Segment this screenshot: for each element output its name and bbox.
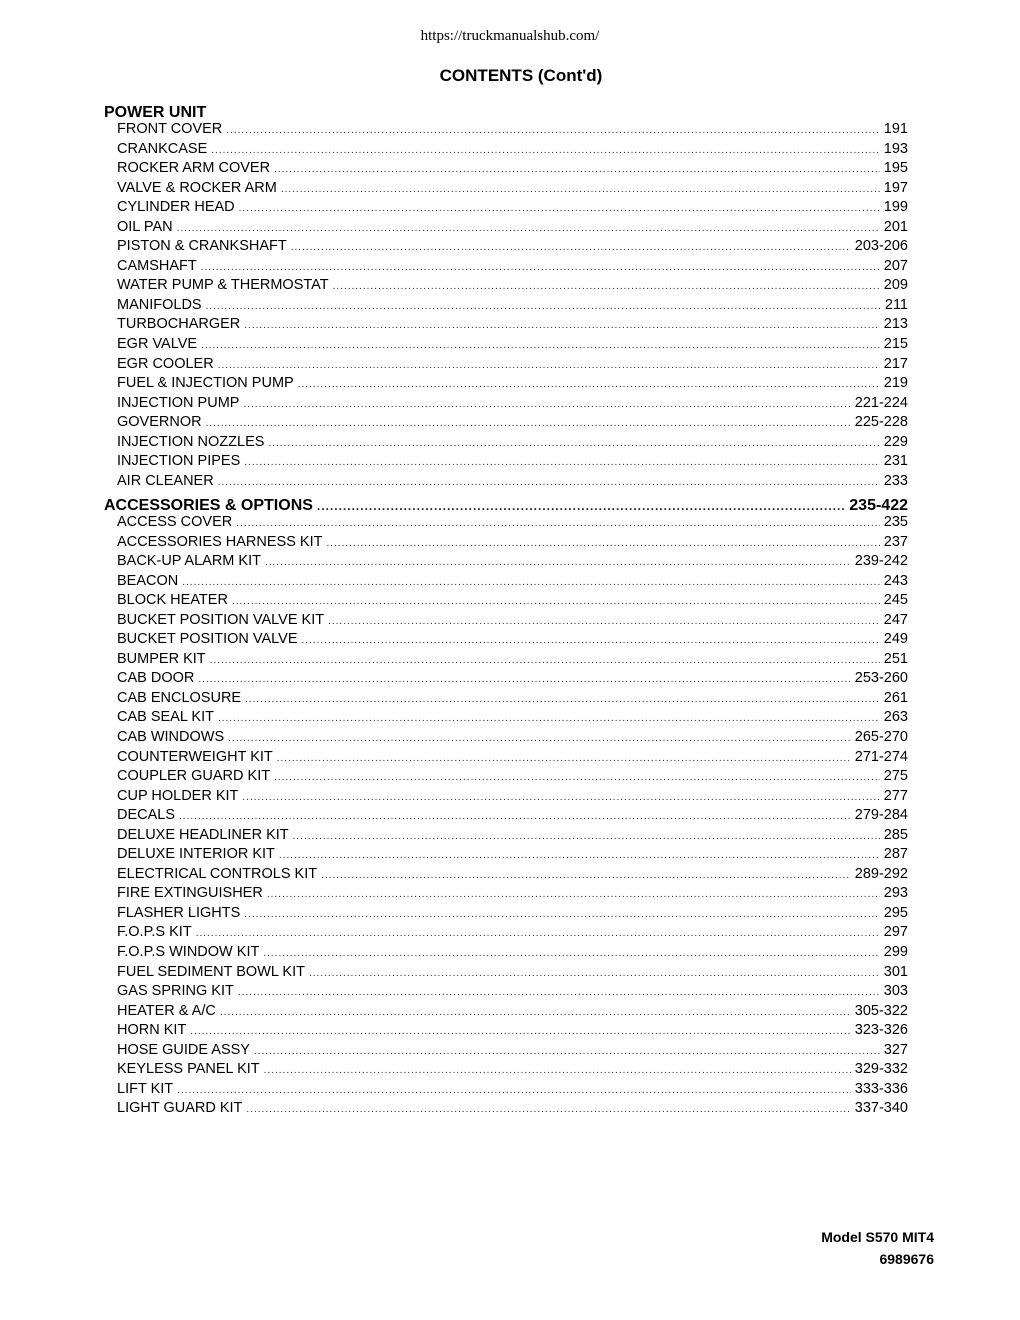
toc-entry[interactable] xyxy=(117,1081,908,1101)
leader-dots xyxy=(277,753,851,764)
toc-entry[interactable] xyxy=(117,258,908,278)
toc-entry[interactable] xyxy=(117,553,908,573)
toc-entry-label: CAMSHAFT xyxy=(117,257,197,274)
leader-dots xyxy=(254,1046,880,1057)
toc-entry-label: KEYLESS PANEL KIT xyxy=(117,1061,260,1078)
leader-dots xyxy=(218,360,880,371)
toc-entry-page: 285 xyxy=(883,826,908,843)
toc-entry-label: HEATER & A/C xyxy=(117,1002,216,1019)
toc-entry-page: 303 xyxy=(883,983,908,1000)
toc-entry-label: EGR COOLER xyxy=(117,355,214,372)
toc-entry-label: DELUXE INTERIOR KIT xyxy=(117,846,275,863)
section-heading-power-unit: POWER UNIT xyxy=(104,104,207,121)
toc-entry-page: 277 xyxy=(883,787,908,804)
leader-dots xyxy=(198,674,850,685)
toc-entry-label: HORN KIT xyxy=(117,1022,187,1039)
toc-entry[interactable] xyxy=(117,141,908,161)
toc-entry-page: 305-322 xyxy=(854,1002,908,1019)
toc-entry-label: BLOCK HEATER xyxy=(117,592,228,609)
toc-entry-page: 329-332 xyxy=(854,1061,908,1078)
toc-entry-label: DELUXE HEADLINER KIT xyxy=(117,826,289,843)
toc-entry-label: BUCKET POSITION VALVE KIT xyxy=(117,611,325,628)
toc-entry[interactable] xyxy=(117,592,908,612)
toc-entry[interactable] xyxy=(117,924,908,944)
toc-entry-page: 193 xyxy=(883,140,908,157)
toc-entry-page: 247 xyxy=(883,611,908,628)
toc-entry-page: 199 xyxy=(883,199,908,216)
accessories-heading-label: ACCESSORIES & OPTIONS xyxy=(104,497,313,514)
toc-entry-page: 197 xyxy=(883,179,908,196)
toc-entry[interactable] xyxy=(117,1022,908,1042)
leader-dots xyxy=(177,1085,851,1096)
toc-entry[interactable] xyxy=(117,729,908,749)
toc-entry-label: INJECTION NOZZLES xyxy=(117,433,265,450)
toc-entry-page: 295 xyxy=(883,904,908,921)
toc-entry-page: 207 xyxy=(883,257,908,274)
leader-dots xyxy=(264,1065,851,1076)
leader-dots xyxy=(246,1104,850,1115)
toc-entry[interactable] xyxy=(117,749,908,769)
toc-entry-label: CUP HOLDER KIT xyxy=(117,787,239,804)
toc-entry[interactable] xyxy=(117,199,908,219)
leader-dots xyxy=(309,968,880,979)
leader-dots xyxy=(265,557,851,568)
toc-entry-label: ROCKER ARM COVER xyxy=(117,160,271,177)
toc-entry-page: 201 xyxy=(883,218,908,235)
toc-entry[interactable] xyxy=(117,964,908,984)
footer-model: Model S570 MIT4 xyxy=(821,1229,934,1245)
toc-entry-label: GOVERNOR xyxy=(117,414,202,431)
toc-entry[interactable] xyxy=(117,219,908,239)
leader-dots xyxy=(238,987,880,998)
leader-dots xyxy=(244,909,880,920)
toc-entry-label: CAB WINDOWS xyxy=(117,729,225,746)
toc-entry-page: 225-228 xyxy=(854,414,908,431)
toc-entry-label: CYLINDER HEAD xyxy=(117,199,235,216)
toc-entry-page: 243 xyxy=(883,572,908,589)
leader-dots xyxy=(281,184,880,195)
power-unit-toc xyxy=(117,121,908,492)
toc-entry[interactable] xyxy=(117,297,908,317)
leader-dots xyxy=(333,281,880,292)
toc-entry-label: ACCESSORIES HARNESS KIT xyxy=(117,533,323,550)
toc-entry-label: INJECTION PIPES xyxy=(117,453,241,470)
leader-dots xyxy=(293,831,880,842)
toc-entry[interactable] xyxy=(117,690,908,710)
toc-entry-page: 253-260 xyxy=(854,670,908,687)
toc-entry-page: 237 xyxy=(883,533,908,550)
footer-number: 6989676 xyxy=(879,1251,934,1267)
toc-entry-label: ACCESS COVER xyxy=(117,514,233,530)
toc-entry[interactable] xyxy=(117,788,908,808)
toc-entry-label: F.O.P.S KIT xyxy=(117,924,192,941)
toc-entry-page: 289-292 xyxy=(854,865,908,882)
toc-entry-page: 287 xyxy=(883,846,908,863)
toc-entry[interactable] xyxy=(117,573,908,593)
toc-entry-page: 211 xyxy=(884,296,908,313)
toc-entry-page: 337-340 xyxy=(854,1100,908,1117)
toc-entry[interactable] xyxy=(117,612,908,632)
toc-entry-page: 323-326 xyxy=(854,1022,908,1039)
toc-entry-label: CAB DOOR xyxy=(117,670,195,687)
toc-entry[interactable] xyxy=(117,534,908,554)
toc-entry[interactable] xyxy=(117,316,908,336)
leader-dots xyxy=(206,301,881,312)
toc-entry[interactable] xyxy=(117,238,908,258)
toc-entry-page: 233 xyxy=(883,472,908,489)
leader-dots xyxy=(190,1026,851,1037)
toc-entry-label: MANIFOLDS xyxy=(117,296,202,313)
toc-entry-page: 299 xyxy=(883,944,908,961)
toc-entry[interactable] xyxy=(117,885,908,905)
leader-dots xyxy=(220,1007,851,1018)
toc-entry-page: 191 xyxy=(883,121,908,137)
toc-entry-label: HOSE GUIDE ASSY xyxy=(117,1041,250,1058)
toc-entry-page: 275 xyxy=(883,768,908,785)
toc-entry-label: COUPLER GUARD KIT xyxy=(117,768,271,785)
toc-entry-page: 229 xyxy=(883,433,908,450)
toc-entry-page: 271-274 xyxy=(854,748,908,765)
toc-entry[interactable] xyxy=(117,160,908,180)
toc-entry-label: LIGHT GUARD KIT xyxy=(117,1100,243,1117)
toc-entry-label: VALVE & ROCKER ARM xyxy=(117,179,277,196)
toc-entry-page: 231 xyxy=(883,453,908,470)
leader-dots xyxy=(245,694,880,705)
toc-entry-label: BUMPER KIT xyxy=(117,650,206,667)
toc-entry[interactable] xyxy=(117,453,908,473)
toc-entry[interactable] xyxy=(117,983,908,1003)
leader-dots xyxy=(302,635,880,646)
toc-entry[interactable] xyxy=(117,1100,908,1120)
leader-dots xyxy=(328,616,880,627)
toc-entry-label: PISTON & CRANKSHAFT xyxy=(117,238,287,255)
toc-entry-page: 221-224 xyxy=(854,394,908,411)
leader-dots xyxy=(206,418,851,429)
toc-entry-label: BACK-UP ALARM KIT xyxy=(117,553,261,570)
toc-entry-label: GAS SPRING KIT xyxy=(117,983,234,1000)
toc-entry-label: FLASHER LIGHTS xyxy=(117,904,241,921)
leader-dots xyxy=(279,850,880,861)
leader-dots xyxy=(244,320,880,331)
leader-dots xyxy=(242,792,879,803)
toc-entry[interactable] xyxy=(117,905,908,925)
toc-entry-label: F.O.P.S WINDOW KIT xyxy=(117,944,260,961)
toc-entry-label: ELECTRICAL CONTROLS KIT xyxy=(117,865,318,882)
toc-entry-page: 261 xyxy=(883,689,908,706)
toc-entry-page: 239-242 xyxy=(854,553,908,570)
toc-entry-page: 293 xyxy=(883,885,908,902)
leader-dots xyxy=(177,223,880,234)
toc-entry-label: FRONT COVER xyxy=(117,121,223,137)
source-url[interactable]: https://truckmanualshub.com/ xyxy=(420,28,600,44)
leader-dots xyxy=(210,655,880,666)
toc-entry-label: AIR CLEANER xyxy=(117,472,214,489)
toc-entry-label: CAB SEAL KIT xyxy=(117,709,214,726)
toc-entry[interactable] xyxy=(117,768,908,788)
toc-entry-page: 333-336 xyxy=(854,1080,908,1097)
leader-dots xyxy=(268,438,879,449)
toc-entry[interactable] xyxy=(117,670,908,690)
toc-entry-label: CRANKCASE xyxy=(117,140,208,157)
leader-dots xyxy=(211,145,880,156)
toc-entry-page: 213 xyxy=(883,316,908,333)
toc-entry[interactable] xyxy=(117,180,908,200)
toc-entry-page: 297 xyxy=(883,924,908,941)
leader-dots xyxy=(182,577,880,588)
toc-entry[interactable] xyxy=(117,1003,908,1023)
leader-dots xyxy=(226,125,880,136)
toc-entry-label: CAB ENCLOSURE xyxy=(117,689,242,706)
toc-entry[interactable] xyxy=(117,434,908,454)
toc-entry[interactable] xyxy=(117,375,908,395)
leader-dots xyxy=(228,733,851,744)
toc-entry-label: EGR VALVE xyxy=(117,336,198,353)
leader-dots xyxy=(201,262,880,273)
toc-entry-label: LIFT KIT xyxy=(117,1080,174,1097)
toc-entry[interactable] xyxy=(117,846,908,866)
toc-entry-page: 279-284 xyxy=(854,807,908,824)
toc-entry[interactable] xyxy=(117,121,908,141)
leader-dots xyxy=(321,870,851,881)
toc-entry-label: FIRE EXTINGUISHER xyxy=(117,885,263,902)
leader-dots xyxy=(179,811,851,822)
toc-entry-page: 301 xyxy=(883,963,908,980)
toc-entry-page: 327 xyxy=(883,1041,908,1058)
toc-entry-label: FUEL SEDIMENT BOWL KIT xyxy=(117,963,305,980)
toc-entry-page: 215 xyxy=(883,336,908,353)
toc-entry-page: 265-270 xyxy=(854,729,908,746)
accessories-page-range: 235-422 xyxy=(849,497,908,514)
toc-entry[interactable] xyxy=(117,473,908,493)
toc-entry[interactable] xyxy=(117,356,908,376)
toc-entry-label: DECALS xyxy=(117,807,176,824)
toc-entry-label: BUCKET POSITION VALVE xyxy=(117,631,298,648)
toc-entry[interactable] xyxy=(117,336,908,356)
leader-dots xyxy=(317,499,845,513)
leader-dots xyxy=(243,399,850,410)
leader-dots xyxy=(218,477,880,488)
toc-entry[interactable] xyxy=(117,807,908,827)
toc-entry[interactable] xyxy=(117,514,908,534)
leader-dots xyxy=(274,164,880,175)
leader-dots xyxy=(201,340,880,351)
leader-dots xyxy=(326,538,879,549)
leader-dots xyxy=(244,457,880,468)
leader-dots xyxy=(196,928,880,939)
toc-entry-label: WATER PUMP & THERMOSTAT xyxy=(117,277,329,294)
toc-entry-page: 209 xyxy=(883,277,908,294)
toc-entry-page: 195 xyxy=(883,160,908,177)
leader-dots xyxy=(218,713,880,724)
toc-entry[interactable] xyxy=(117,866,908,886)
toc-entry-label: FUEL & INJECTION PUMP xyxy=(117,375,294,392)
toc-entry-page: 235 xyxy=(883,514,908,530)
toc-entry[interactable] xyxy=(117,944,908,964)
toc-entry[interactable] xyxy=(117,827,908,847)
toc-entry-page: 245 xyxy=(883,592,908,609)
toc-entry-page: 219 xyxy=(883,375,908,392)
toc-entry[interactable] xyxy=(117,651,908,671)
page-title: CONTENTS (Cont'd) xyxy=(439,66,603,85)
toc-entry[interactable] xyxy=(117,277,908,297)
toc-entry-page: 249 xyxy=(883,631,908,648)
toc-entry-page: 217 xyxy=(883,355,908,372)
toc-entry[interactable] xyxy=(117,395,908,415)
leader-dots xyxy=(267,889,880,900)
leader-dots xyxy=(291,242,851,253)
leader-dots xyxy=(298,379,880,390)
toc-entry[interactable] xyxy=(117,1042,908,1062)
toc-entry[interactable] xyxy=(117,414,908,434)
leader-dots xyxy=(232,596,880,607)
toc-entry-page: 203-206 xyxy=(854,238,908,255)
leader-dots xyxy=(239,203,880,214)
toc-entry-page: 263 xyxy=(883,709,908,726)
toc-entry-label: INJECTION PUMP xyxy=(117,394,240,411)
toc-entry[interactable] xyxy=(117,1061,908,1081)
toc-entry[interactable] xyxy=(117,631,908,651)
toc-entry-label: BEACON xyxy=(117,572,179,589)
toc-entry-label: TURBOCHARGER xyxy=(117,316,241,333)
toc-entry-label: COUNTERWEIGHT KIT xyxy=(117,748,273,765)
section-heading-accessories[interactable] xyxy=(104,497,908,515)
leader-dots xyxy=(274,772,880,783)
toc-entry[interactable] xyxy=(117,709,908,729)
leader-dots xyxy=(263,948,879,959)
toc-entry-page: 251 xyxy=(883,650,908,667)
leader-dots xyxy=(236,518,880,529)
toc-entry-label: OIL PAN xyxy=(117,218,173,235)
accessories-toc xyxy=(117,514,908,1120)
